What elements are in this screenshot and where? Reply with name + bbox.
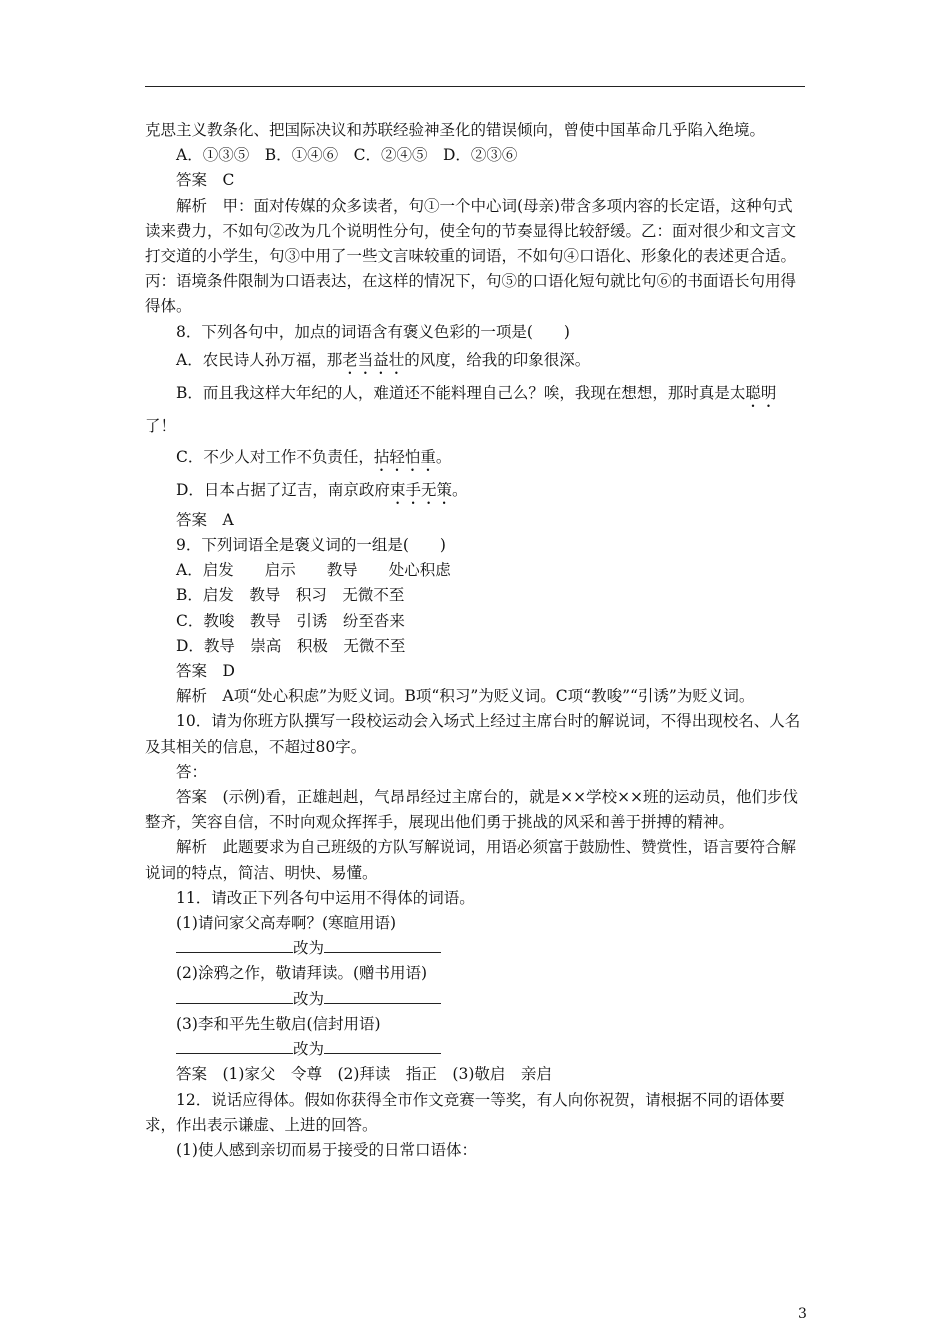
q10-analysis: 解析 此题要求为自己班级的方队写解说词，用语必须富于鼓励性、赞赏性，语言要符合解说词的特点，简洁、明快、易懂。 [145, 838, 797, 882]
emphasis-dots: 老当益壮 [342, 350, 405, 369]
q8-stem: 8．下列各句中，加点的词语含有褒义色彩的一项是( ) [176, 322, 570, 341]
q9-stem: 9．下列词语全是褒义词的一组是( ) [176, 536, 446, 555]
emphasis-dots: 聪明 [745, 383, 777, 402]
q12-stem: 12．说话应得体。假如你获得全市作文竞赛一等奖，有人向你祝贺，请根据不同的语体要求，作出表示谦虚、上进的回答。 [145, 1090, 785, 1134]
emphasis-dots: 拈轻怕重 [373, 447, 436, 466]
q11-blank-line-2: 改为 [145, 987, 807, 1012]
q8-option-b: B．而且我这样大年纪的人，难道还不能料理自己么？唉，我现在想想，那时真是太聪明了！ [145, 383, 777, 435]
q9-option-b: B．启发 教导 积习 无微不至 [176, 586, 405, 605]
q9-option-c: C．教唆 教导 引诱 纷至沓来 [176, 611, 405, 630]
answer-blank[interactable] [176, 1052, 293, 1054]
q10-reply: 答： [176, 762, 208, 781]
q11-answer: 答案 (1)家父 令尊 (2)拜读 指正 (3)敬启 亲启 [176, 1065, 552, 1084]
answer-blank[interactable] [324, 1002, 441, 1004]
q8-option-c: C．不少人对工作不负责任，拈轻怕重。 [176, 447, 452, 466]
answer-blank[interactable] [176, 951, 293, 953]
answer-blank[interactable] [324, 951, 441, 953]
q11-item-3: (3)李和平先生敬启(信封用语) [176, 1014, 381, 1033]
q7-options: A．①③⑤ B．①④⑥ C．②④⑤ D．②③⑥ [176, 146, 518, 165]
q7-answer: 答案 C [176, 171, 235, 190]
q7-analysis: 解析 甲：面对传媒的众多读者，句①一个中心词(母亲)带含多项内容的长定语，这种句式读来费力，不如句②改为几个说明性分句，使全句的节奏显得比较舒缓。乙：面对很少和文言文打交道的小学生，句③中用了一些文言味较重的词语，不如句④口语化、形象化的表述更合适。丙：语境条件限制为口语表达，在这样的情况下，句⑤的口语化短句就比句⑥的书面语长句用得得体。 [145, 196, 797, 316]
q8-option-d: D．日本占据了辽吉，南京政府束手无策。 [176, 480, 468, 499]
answer-blank[interactable] [324, 1052, 441, 1054]
q9-option-a: A．启发 启示 教导 处心积虑 [176, 561, 451, 580]
q10-stem: 10．请为你班方队撰写一段校运动会入场式上经过主席台时的解说词，不得出现校名、人名及其相关的信息，不超过80字。 [145, 712, 801, 756]
q11-blank-line-1: 改为 [145, 936, 807, 961]
q11-item-1: (1)请问家父高寿啊？(寒暄用语) [176, 914, 397, 933]
q12-item-1: (1)使人感到亲切而易于接受的日常口语体： [176, 1140, 477, 1159]
q11-item-2: (2)涂鸦之作，敬请拜读。(赠书用语) [176, 964, 428, 983]
document-body [145, 118, 807, 1163]
q11-stem: 11．请改正下列各句中运用不得体的词语。 [176, 888, 475, 907]
q9-analysis: 解析 A项“处心积虑”为贬义词。B项“积习”为贬义词。C项“教唆”“引诱”为贬义词。 [176, 687, 755, 706]
text-line: 克思主义教条化、把国际决议和苏联经验神圣化的错误倾向，曾使中国革命几乎陷入绝境。 [145, 121, 766, 139]
answer-blank[interactable] [176, 1002, 293, 1004]
emphasis-dots: 束手无策 [389, 480, 452, 499]
page-number: 3 [798, 1306, 807, 1322]
q11-blank-line-3: 改为 [145, 1037, 807, 1062]
q10-answer: 答案 (示例)看，正雄赳赳，气昂昂经过主席台的，就是××学校××班的运动员，他们步伐整齐，笑容自信，不时向观众挥挥手，展现出他们勇于挑战的风采和善于拼搏的精神。 [145, 788, 799, 832]
header-rule [145, 86, 805, 87]
q8-answer: 答案 A [176, 510, 234, 529]
q9-option-d: D．教导 崇高 积极 无微不至 [176, 636, 406, 655]
q8-option-a: A．农民诗人孙万福，那老当益壮的风度，给我的印象很深。 [176, 350, 591, 369]
q9-answer: 答案 D [176, 662, 235, 681]
